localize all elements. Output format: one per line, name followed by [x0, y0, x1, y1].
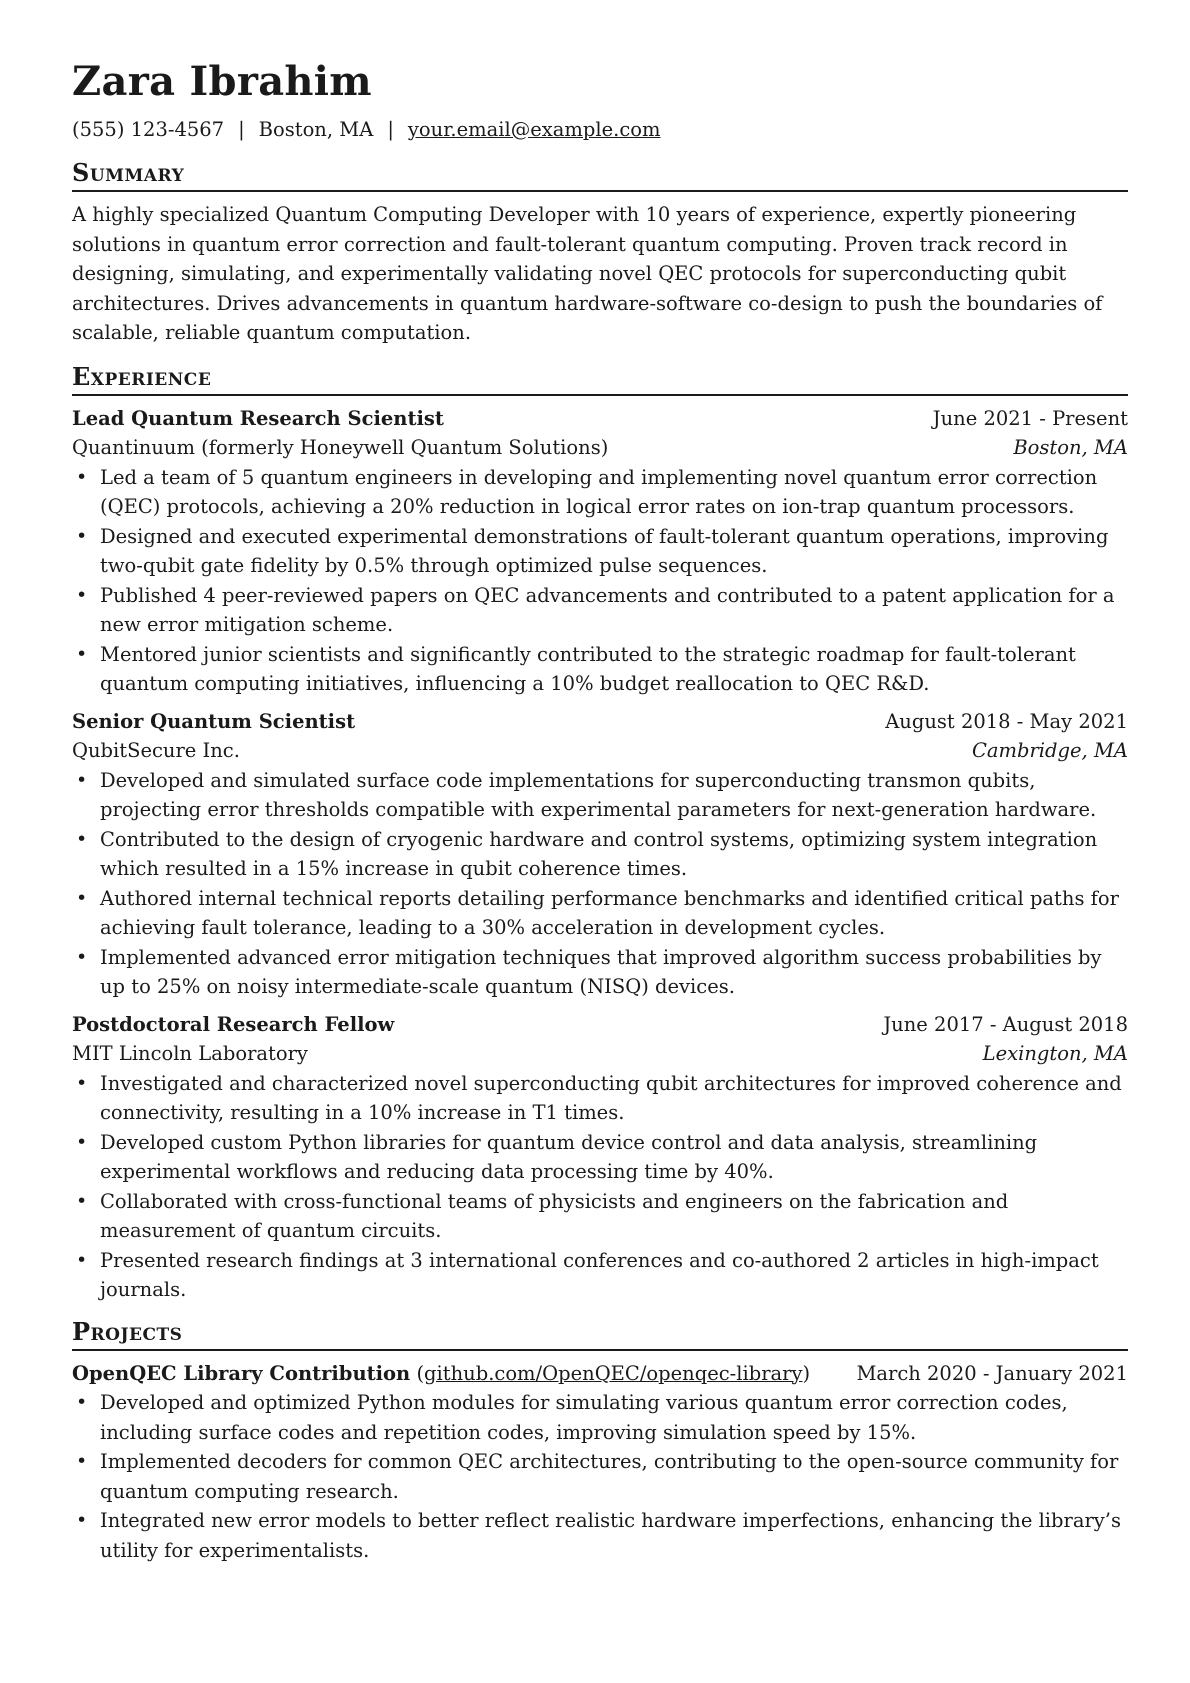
project-entry: [72, 1359, 1128, 1566]
experience-section: [72, 362, 1128, 1305]
bullet-item: • Developed and optimized Python modules for simulating various quantum error correction codes, including surface codes and repetition codes, improving simulation speed by 15%.: [72, 1388, 1128, 1447]
project-link-paren-close: ): [802, 1361, 811, 1385]
job-dates: June 2017 - August 2018: [883, 1012, 1128, 1036]
bullet-item: • Published 4 peer-reviewed papers on QEC advancements and contributed to a patent application for a new error mitigation scheme.: [72, 581, 1128, 640]
bullet-item: • Collaborated with cross-functional teams of physicists and engineers on the fabrication and measurement of quantum circuits.: [72, 1187, 1128, 1246]
email-link[interactable]: your.email@example.com: [407, 118, 661, 141]
experience-heading: Experience: [72, 362, 1128, 396]
job-entry: [72, 404, 1128, 699]
company-name: QubitSecure Inc.: [72, 739, 240, 762]
projects-heading: Projects: [72, 1317, 1128, 1351]
summary-text: A highly specialized Quantum Computing Developer with 10 years of experience, expertly pioneering solutions in quantum error correction and fault-tolerant quantum computing. Proven track record in designing, simulating, and experimentally validating novel QEC protocols for superconducting qubit architectures. Drives advancements in quantum hardware-software co-design to push the boundaries of scalable, reliable quantum computation.: [72, 203, 1103, 344]
job-dates: June 2021 - Present: [932, 406, 1128, 430]
job-location: Lexington, MA: [982, 1042, 1128, 1065]
job-bullets: [72, 463, 1128, 699]
company-name: MIT Lincoln Laboratory: [72, 1042, 308, 1065]
project-dates: March 2020 - January 2021: [856, 1361, 1128, 1385]
bullet-item: • Authored internal technical reports detailing performance benchmarks and identified critical paths for achieving fault tolerance, leading to a 30% acceleration in development cycles.: [72, 884, 1128, 943]
bullet-item: • Mentored junior scientists and significantly contributed to the strategic roadmap for fault-tolerant quantum computing initiatives, influencing a 10% budget reallocation to QEC R&D.: [72, 640, 1128, 699]
job-title: Postdoctoral Research Fellow: [72, 1012, 395, 1036]
job-location: Boston, MA: [1013, 436, 1128, 459]
contact-separator: |: [238, 118, 245, 141]
job-entry: [72, 707, 1128, 1002]
bullet-item: • Investigated and characterized novel superconducting qubit architectures for improved coherence and connectivity, resulting in a 10% increase in T1 times.: [72, 1069, 1128, 1128]
company-name: Quantinuum (formerly Honeywell Quantum Solutions): [72, 436, 609, 459]
bullet-item: • Presented research findings at 3 international conferences and co-authored 2 articles in high-impact journals.: [72, 1246, 1128, 1305]
bullet-item: • Led a team of 5 quantum engineers in developing and implementing novel quantum error correction (QEC) protocols, achieving a 20% reduction in logical error rates on ion-trap quantum processors.: [72, 463, 1128, 522]
contact-separator: |: [387, 118, 394, 141]
job-bullets: [72, 766, 1128, 1002]
bullet-item: • Developed custom Python libraries for quantum device control and data analysis, streamlining experimental workflows and reducing data processing time by 40%.: [72, 1128, 1128, 1187]
bullet-item: • Designed and executed experimental demonstrations of fault-tolerant quantum operations, improving two-qubit gate fidelity by 0.5% through optimized pulse sequences.: [72, 522, 1128, 581]
project-link-paren-open: (: [416, 1361, 425, 1385]
bullet-item: • Implemented advanced error mitigation techniques that improved algorithm success probabilities by up to 25% on noisy intermediate-scale quantum (NISQ) devices.: [72, 943, 1128, 1002]
phone-number: (555) 123-4567: [72, 118, 225, 141]
bullet-item: • Implemented decoders for common QEC architectures, contributing to the open-source community for quantum computing research.: [72, 1447, 1128, 1506]
job-entry: [72, 1010, 1128, 1305]
summary-heading: Summary: [72, 158, 1128, 192]
bullet-item: • Integrated new error models to better reflect realistic hardware imperfections, enhancing the library’s utility for experimentalists.: [72, 1506, 1128, 1565]
bullet-item: • Developed and simulated surface code implementations for superconducting transmon qubits, projecting error thresholds compatible with experimental parameters for next-generation hardware.: [72, 766, 1128, 825]
candidate-name: Zara Ibrahim: [72, 58, 372, 105]
bullet-item: • Contributed to the design of cryogenic hardware and control systems, optimizing system integration which resulted in a 15% increase in qubit coherence times.: [72, 825, 1128, 884]
job-location: Cambridge, MA: [971, 739, 1128, 762]
location-text: Boston, MA: [258, 118, 374, 141]
contact-line: [72, 116, 1128, 144]
job-bullets: [72, 1069, 1128, 1305]
project-title: OpenQEC Library Contribution: [72, 1361, 411, 1385]
job-title: Lead Quantum Research Scientist: [72, 406, 444, 430]
project-bullets: [72, 1388, 1128, 1565]
job-title: Senior Quantum Scientist: [72, 709, 356, 733]
resume-page: [72, 56, 1128, 1565]
project-link[interactable]: github.com/OpenQEC/openqec-library: [424, 1361, 803, 1385]
summary-section: [72, 158, 1128, 348]
projects-section: [72, 1317, 1128, 1566]
job-dates: August 2018 - May 2021: [885, 709, 1128, 733]
